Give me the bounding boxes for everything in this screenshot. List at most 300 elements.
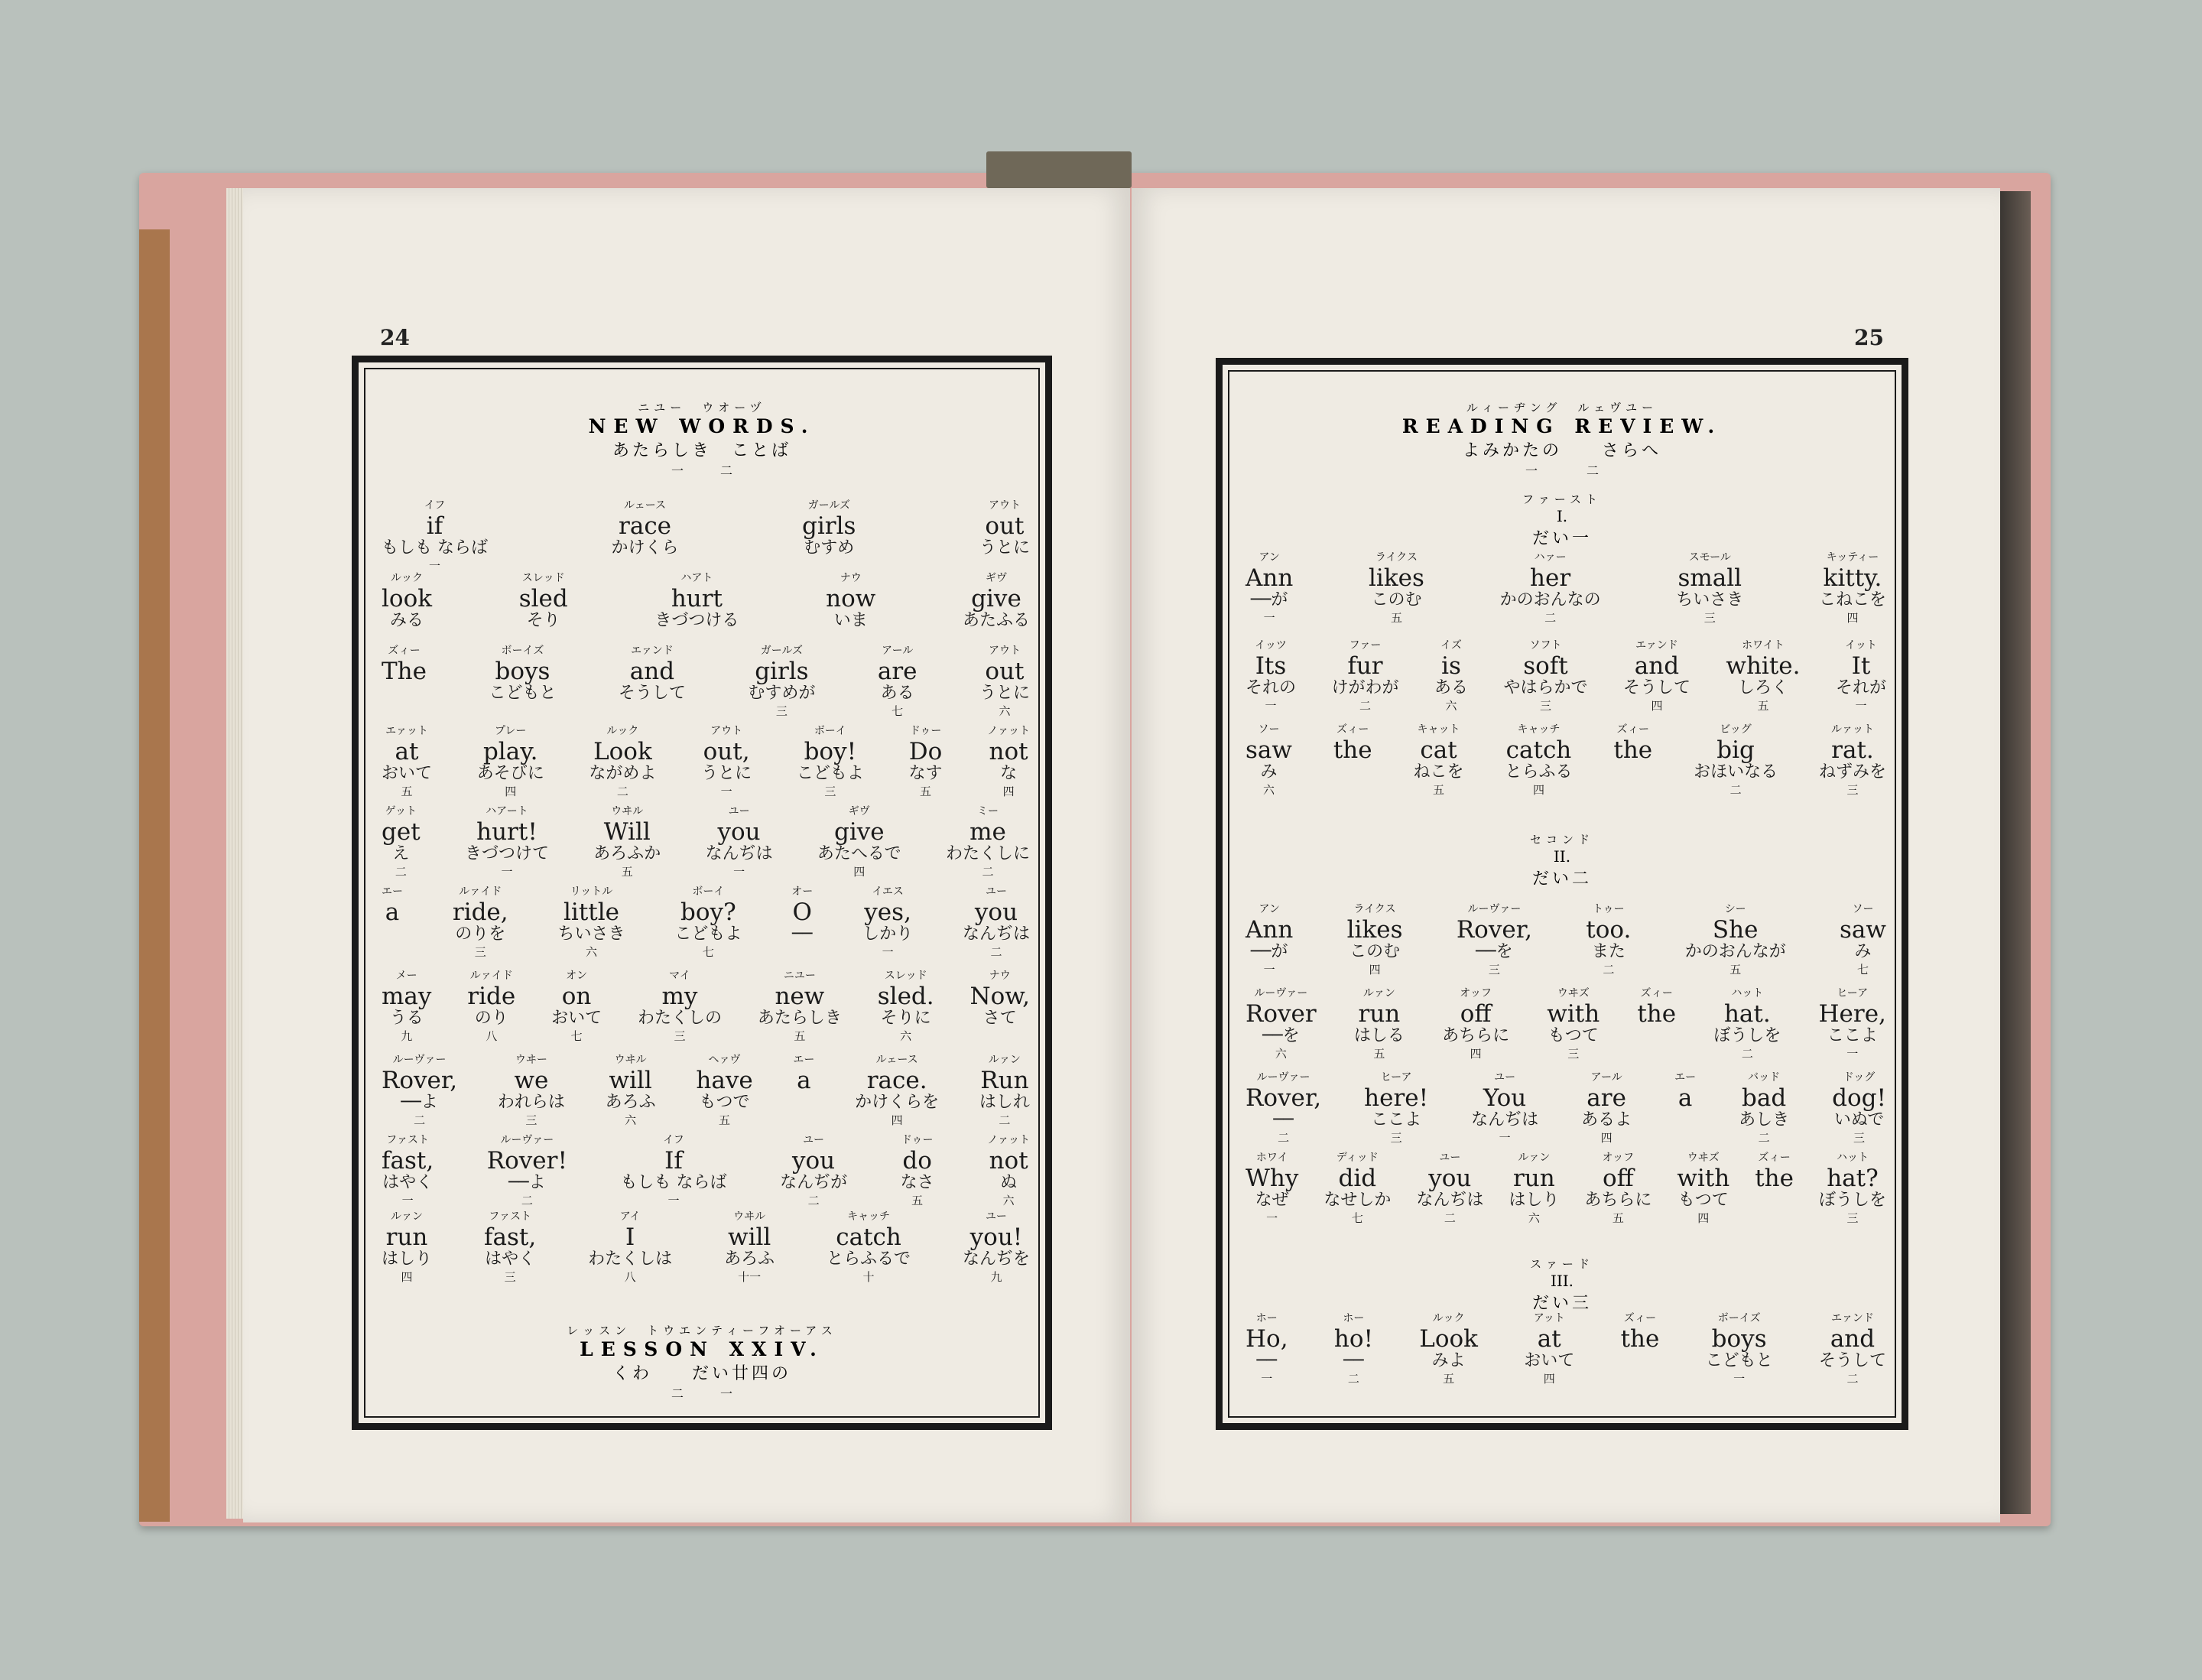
word-gloss	[1676, 552, 1743, 626]
order-number: 十一	[738, 1269, 762, 1284]
word-furigana: エァンド	[631, 645, 674, 657]
english-word: rat.	[1831, 736, 1874, 764]
word-gloss	[1581, 1072, 1632, 1146]
word-furigana: アン	[1259, 903, 1280, 915]
word-gloss	[1503, 640, 1587, 714]
english-word: It	[1851, 652, 1871, 680]
right-review-frame	[1216, 358, 1908, 1430]
english-word: will	[609, 1067, 652, 1094]
english-word: you	[1428, 1165, 1472, 1192]
japanese-gloss: うとに	[979, 538, 1030, 557]
word-gloss	[1706, 1313, 1773, 1387]
word-row	[382, 500, 1030, 574]
english-word: boys	[495, 658, 550, 685]
japanese-gloss: あちらに	[1442, 1025, 1510, 1045]
word-gloss	[1246, 640, 1296, 714]
word-gloss	[1364, 1072, 1428, 1146]
word-furigana: ディッド	[1336, 1152, 1379, 1164]
english-word: the	[1613, 736, 1653, 764]
word-gloss	[1369, 552, 1424, 626]
word-gloss	[1246, 552, 1293, 626]
japanese-gloss: あろふ	[605, 1092, 656, 1112]
japanese-gloss: はやく	[382, 1172, 434, 1192]
word-gloss	[551, 970, 602, 1045]
japanese-gloss: ある	[1434, 678, 1468, 697]
japanese-gloss: みよ	[1431, 1350, 1466, 1370]
english-word: dog!	[1832, 1084, 1886, 1112]
english-word: if	[426, 512, 443, 540]
order-number: 十	[862, 1269, 875, 1284]
english-word: out	[985, 512, 1025, 540]
word-furigana: ギヴ	[985, 572, 1007, 584]
japanese-gloss: このむ	[1371, 590, 1422, 609]
word-furigana: マイ	[669, 970, 690, 982]
japanese-gloss: それが	[1835, 678, 1886, 697]
word-gloss	[878, 645, 917, 720]
order-number: 五	[920, 784, 932, 798]
word-furigana: ドッグ	[1843, 1071, 1876, 1084]
english-word: here!	[1364, 1084, 1429, 1112]
word-gloss	[1755, 1152, 1794, 1227]
word-furigana: ゲット	[385, 805, 417, 817]
order-number: 二	[1544, 610, 1557, 625]
heading-japanese: あたらしき ことば	[612, 441, 791, 460]
word-furigana: トゥー	[1593, 903, 1625, 915]
japanese-gloss: ──よ	[401, 1092, 438, 1112]
japanese-gloss: あたへるで	[817, 843, 901, 863]
japanese-gloss: ぼうしを	[1818, 1190, 1886, 1210]
english-word: with	[1547, 1000, 1600, 1028]
japanese-gloss: おいて	[382, 763, 433, 783]
word-gloss	[780, 1135, 847, 1209]
english-word: Rover,	[1456, 916, 1532, 944]
order-number: 三	[504, 1269, 516, 1284]
japanese-gloss: あたふる	[962, 610, 1030, 630]
english-word: Ann	[1246, 916, 1294, 944]
word-gloss	[878, 970, 934, 1045]
word-gloss	[382, 1054, 457, 1129]
order-number: 四	[1532, 782, 1544, 797]
word-furigana: アウト	[710, 725, 743, 737]
order-number: 五	[621, 864, 633, 879]
english-word: kitty.	[1823, 564, 1882, 592]
order-number: 一	[1263, 962, 1275, 976]
word-gloss	[382, 726, 432, 800]
japanese-gloss: やはらかで	[1503, 678, 1588, 697]
heading-numbers: 一 二	[1525, 463, 1599, 478]
japanese-gloss: ──	[1256, 1350, 1278, 1370]
japanese-gloss: あそびに	[476, 763, 544, 783]
word-gloss	[1840, 904, 1886, 978]
japanese-gloss: こどもと	[1705, 1350, 1773, 1370]
order-number: 一	[401, 1193, 414, 1207]
english-word: a	[1677, 1084, 1693, 1112]
word-furigana: エァンド	[1831, 1312, 1874, 1324]
word-gloss	[612, 500, 679, 574]
word-furigana: ノァット	[987, 1134, 1030, 1146]
word-furigana: ヒーア	[1380, 1071, 1412, 1084]
order-number: 一	[1266, 1210, 1278, 1225]
word-gloss	[1442, 988, 1509, 1062]
word-gloss	[1832, 1072, 1886, 1146]
word-gloss	[979, 1054, 1030, 1129]
english-word: sled	[518, 585, 568, 613]
word-gloss	[1713, 988, 1781, 1062]
japanese-gloss: しかり	[862, 924, 914, 944]
word-furigana: エー	[1674, 1071, 1697, 1084]
japanese-gloss: なさ	[900, 1172, 934, 1192]
word-furigana: オン	[566, 970, 588, 982]
word-row	[382, 726, 1030, 800]
order-number: 一	[428, 558, 440, 573]
japanese-gloss: なんぢは	[962, 924, 1030, 944]
word-furigana: オー	[791, 885, 814, 898]
word-furigana: ユー	[1439, 1152, 1461, 1164]
word-furigana: ハアト	[680, 572, 713, 584]
japanese-gloss: ねずみを	[1818, 762, 1886, 782]
word-gloss	[1819, 724, 1886, 798]
order-number: 五	[1729, 962, 1742, 976]
japanese-gloss: ぼうしを	[1713, 1025, 1781, 1045]
word-furigana: ボーイ	[692, 885, 725, 898]
word-gloss	[1694, 724, 1778, 798]
english-word: new	[775, 983, 825, 1010]
japanese-gloss: もつて	[1677, 1190, 1729, 1210]
japanese-gloss: うる	[389, 1008, 424, 1028]
order-number: 六	[586, 944, 598, 959]
word-furigana: ボーイ	[814, 725, 846, 737]
word-gloss	[1819, 1152, 1886, 1227]
order-number: 三	[525, 1113, 538, 1127]
word-gloss	[382, 1135, 434, 1209]
heading-furigana: ルィーヂング ルェヴユー	[1466, 401, 1658, 414]
word-furigana: ニユー	[783, 970, 816, 982]
order-number: 四	[1846, 610, 1859, 625]
word-furigana: ドゥー	[901, 1134, 934, 1146]
order-number: 六	[1528, 1210, 1540, 1225]
word-furigana: アウト	[988, 645, 1021, 657]
word-furigana: ユー	[1494, 1071, 1516, 1084]
word-row	[382, 970, 1030, 1045]
order-number: 一	[720, 784, 732, 798]
japanese-gloss: ねこを	[1413, 762, 1464, 782]
word-gloss	[1674, 1072, 1696, 1146]
order-number: 六	[625, 1113, 637, 1127]
english-word: catch	[1505, 736, 1572, 764]
order-number: 五	[1443, 1371, 1455, 1386]
word-gloss	[1819, 552, 1886, 626]
word-gloss	[674, 886, 742, 960]
word-furigana: ズィー	[1640, 987, 1673, 999]
order-number: 二	[807, 1193, 820, 1207]
word-gloss	[1334, 1313, 1373, 1387]
word-gloss	[987, 1135, 1030, 1209]
word-gloss	[1414, 724, 1464, 798]
order-number: 四	[891, 1113, 903, 1127]
word-furigana: ズィー	[1758, 1152, 1791, 1164]
word-gloss	[382, 886, 403, 960]
japanese-gloss: とらふるで	[827, 1249, 911, 1269]
word-gloss	[1246, 1072, 1321, 1146]
order-number: 二	[414, 1113, 426, 1127]
word-furigana: ノァット	[987, 725, 1030, 737]
english-word: O	[792, 898, 812, 926]
word-furigana: ホワイ	[1255, 1152, 1288, 1164]
word-furigana: ハット	[1731, 987, 1764, 999]
word-furigana: ホー	[1343, 1312, 1365, 1324]
order-number: 五	[719, 1113, 731, 1127]
japanese-gloss: なんぢは	[705, 843, 773, 863]
word-furigana: ルァン	[1362, 987, 1395, 999]
japanese-gloss: それの	[1246, 678, 1297, 697]
word-furigana: ユー	[985, 1210, 1007, 1223]
english-word: You	[1483, 1084, 1527, 1112]
english-word: boy?	[680, 898, 736, 926]
order-number: 三	[474, 944, 486, 959]
order-number: 四	[1470, 1046, 1482, 1061]
english-word: did	[1338, 1165, 1377, 1192]
order-number: 一	[667, 1193, 680, 1207]
word-furigana: ウヰズ	[1557, 987, 1590, 999]
word-furigana: ウヰル	[614, 1054, 647, 1066]
japanese-gloss: もつで	[699, 1092, 750, 1112]
order-number: 三	[1703, 610, 1716, 625]
order-number: 二	[395, 864, 407, 879]
english-word: Do	[908, 738, 943, 765]
english-word: girls	[802, 512, 856, 540]
japanese-gloss: はしれ	[979, 1092, 1030, 1112]
english-word: likes	[1369, 564, 1424, 592]
japanese-gloss: なんぢは	[1416, 1190, 1484, 1210]
word-gloss	[1836, 640, 1886, 714]
heading-numbers: 一 二	[671, 463, 732, 478]
word-furigana: ルック	[1432, 1312, 1465, 1324]
english-word: little	[563, 898, 620, 926]
english-word: the	[1620, 1325, 1660, 1353]
japanese-gloss: いぬで	[1833, 1110, 1885, 1129]
word-furigana: ルァット	[1830, 723, 1874, 736]
order-number: 二	[1359, 698, 1371, 713]
order-number: 三	[1567, 1046, 1580, 1061]
japanese-gloss: み	[1854, 941, 1872, 961]
english-word: big	[1716, 736, 1755, 764]
word-gloss	[696, 1054, 752, 1129]
word-furigana: ウヰズ	[1687, 1152, 1720, 1164]
word-furigana: アット	[1533, 1312, 1565, 1324]
order-number: 二	[990, 944, 1002, 959]
english-word: run	[1358, 1000, 1401, 1028]
word-gloss	[826, 573, 875, 647]
order-number: 八	[624, 1269, 636, 1284]
word-gloss	[619, 645, 686, 720]
word-furigana: ガールズ	[807, 499, 850, 512]
order-number: 二	[1758, 1130, 1770, 1145]
order-number: 七	[1856, 962, 1869, 976]
order-number: 三	[674, 1028, 686, 1043]
word-furigana: キャット	[1417, 723, 1460, 736]
word-gloss	[1739, 1072, 1789, 1146]
japanese-gloss: われらは	[497, 1092, 565, 1112]
section-roman: I.	[1556, 507, 1568, 525]
japanese-gloss: みる	[390, 610, 424, 630]
japanese-gloss: あろふ	[724, 1249, 775, 1269]
word-furigana: ソフト	[1529, 639, 1562, 652]
word-row	[1246, 552, 1886, 626]
spine-cloth	[986, 151, 1132, 188]
word-furigana: プレー	[494, 725, 527, 737]
japanese-gloss: ──が	[1250, 590, 1288, 609]
word-furigana: キャッチ	[847, 1210, 891, 1223]
order-number: 四	[1543, 1371, 1555, 1386]
word-furigana: アウト	[988, 499, 1021, 512]
order-number: 三	[824, 784, 836, 798]
word-furigana: ズィー	[1616, 723, 1649, 736]
japanese-gloss: はしり	[1509, 1190, 1560, 1210]
word-row	[382, 886, 1030, 960]
order-number: 七	[702, 944, 714, 959]
english-word: you!	[969, 1223, 1023, 1251]
word-gloss	[970, 970, 1031, 1045]
japanese-gloss: ぬ	[1000, 1172, 1018, 1192]
heading-japanese: よみかたの さらへ	[1462, 441, 1661, 460]
japanese-gloss: み	[1260, 762, 1278, 782]
word-gloss	[519, 573, 568, 647]
word-furigana: ユー	[803, 1134, 825, 1146]
word-gloss	[487, 1135, 567, 1209]
word-furigana: アール	[1590, 1071, 1622, 1084]
english-word: off	[1602, 1165, 1634, 1192]
japanese-gloss: ──が	[1250, 941, 1288, 961]
japanese-gloss: こどもと	[489, 683, 557, 703]
word-furigana: アール	[882, 645, 914, 657]
japanese-gloss: うとに	[979, 683, 1030, 703]
word-furigana: ユー	[728, 805, 750, 817]
order-number: 二	[1846, 1371, 1859, 1386]
word-furigana: ルァイド	[469, 970, 513, 982]
english-word: Why	[1246, 1165, 1299, 1192]
japanese-gloss: そうして	[1818, 1350, 1886, 1370]
word-gloss	[1726, 640, 1800, 714]
english-word: bad	[1742, 1084, 1787, 1112]
japanese-gloss: そうして	[1622, 678, 1690, 697]
word-gloss	[654, 573, 739, 647]
word-furigana: ヘァヴ	[708, 1054, 741, 1066]
japanese-gloss: うとに	[701, 763, 752, 783]
word-gloss	[963, 573, 1030, 647]
english-word: The	[382, 658, 427, 685]
english-word: my	[661, 983, 698, 1010]
japanese-gloss: わたくしの	[637, 1008, 722, 1028]
english-word: fur	[1347, 652, 1383, 680]
english-word: have	[696, 1067, 753, 1094]
english-word: do	[902, 1147, 932, 1175]
word-gloss	[1685, 904, 1786, 978]
japanese-gloss: のりを	[455, 924, 506, 944]
japanese-gloss: むすめ	[804, 538, 855, 557]
english-word: and	[1634, 652, 1680, 680]
section-furigana: ファースト	[1522, 492, 1602, 506]
word-furigana: ルェース	[875, 1054, 918, 1066]
word-gloss	[382, 1211, 432, 1285]
order-number: 二	[616, 784, 628, 798]
word-gloss	[1246, 1152, 1298, 1227]
cover-board-edge	[139, 229, 170, 1522]
english-word: with	[1677, 1165, 1730, 1192]
section-roman: II.	[1553, 847, 1571, 866]
english-word: ride,	[452, 898, 508, 926]
japanese-gloss: なんぢを	[962, 1249, 1030, 1269]
page-number-right: 25	[1854, 325, 1884, 350]
word-gloss	[465, 806, 549, 880]
lesson-japanese: くわ だい廿四の	[612, 1364, 791, 1383]
word-furigana: ルァン	[988, 1054, 1021, 1066]
word-gloss	[706, 806, 773, 880]
english-word: now	[826, 585, 876, 613]
word-furigana: メー	[395, 970, 417, 982]
word-row	[382, 806, 1030, 880]
word-gloss	[1613, 724, 1652, 798]
english-word: small	[1677, 564, 1742, 592]
word-furigana: ルーヴァー	[500, 1134, 554, 1146]
word-furigana: ハァー	[1534, 551, 1567, 564]
order-number: 一	[1263, 610, 1275, 625]
word-furigana: スモール	[1688, 551, 1731, 564]
japanese-gloss: けがわが	[1331, 678, 1399, 697]
japanese-gloss: おほいなる	[1694, 762, 1778, 782]
japanese-gloss: ながめよ	[589, 763, 657, 783]
english-word: Look	[1419, 1325, 1478, 1353]
word-gloss	[558, 886, 625, 960]
english-word: at	[1537, 1325, 1561, 1353]
word-furigana: ガールズ	[760, 645, 804, 657]
order-number: 五	[1757, 698, 1769, 713]
lesson-numbers: 二 一	[671, 1386, 732, 1401]
japanese-gloss: このむ	[1349, 941, 1401, 961]
order-number: 二	[1444, 1210, 1456, 1225]
english-word: and	[629, 658, 675, 685]
word-gloss	[484, 1211, 536, 1285]
order-number: 四	[1369, 962, 1381, 976]
word-gloss	[817, 806, 901, 880]
section-roman: III.	[1550, 1272, 1574, 1290]
english-word: Run	[980, 1067, 1029, 1094]
order-number: 一	[1265, 698, 1277, 713]
section-japanese: だい三	[1531, 1294, 1592, 1313]
english-word: hurt!	[476, 818, 538, 846]
word-gloss	[701, 726, 752, 800]
english-word: Will	[603, 818, 651, 846]
english-word: get	[382, 818, 421, 846]
english-word: run	[385, 1223, 428, 1251]
word-furigana: ハアート	[486, 805, 528, 817]
english-word: out	[985, 658, 1025, 685]
order-number: 一	[1846, 1046, 1859, 1061]
order-number: 六	[1262, 782, 1275, 797]
english-word: Rover,	[1246, 1084, 1322, 1112]
english-word: you	[717, 818, 761, 846]
order-number: 五	[1373, 1046, 1385, 1061]
order-number: 一	[882, 944, 894, 959]
word-furigana: ユー	[985, 885, 1007, 898]
english-word: Here,	[1818, 1000, 1886, 1028]
cover-right-edge	[2000, 191, 2031, 1514]
word-gloss	[467, 970, 515, 1045]
word-gloss	[979, 500, 1030, 574]
section-1-heading	[1223, 491, 1902, 549]
word-row	[382, 573, 1030, 647]
word-gloss	[593, 806, 661, 880]
section-japanese: だい二	[1531, 869, 1592, 889]
